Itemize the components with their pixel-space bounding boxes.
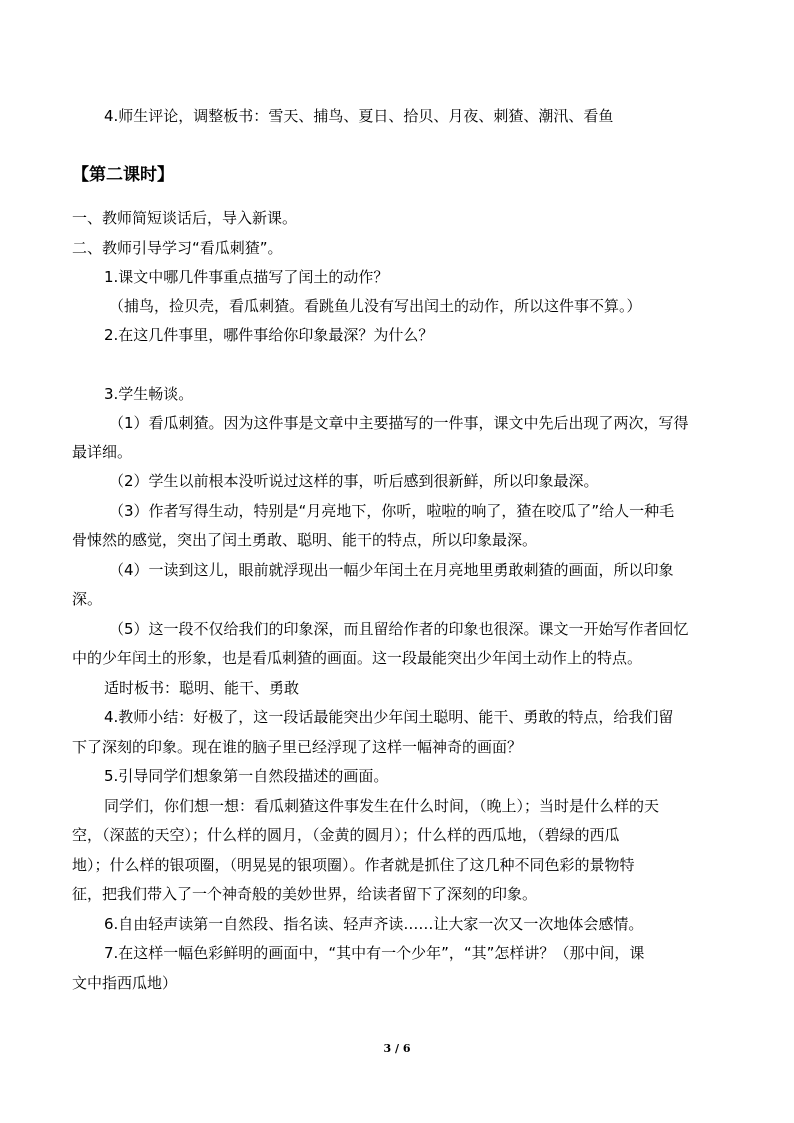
text-line: 1.课文中哪几件事重点描写了闰土的动作？: [104, 268, 389, 286]
text-line: 5.引导同学们想象第一自然段描述的画面。: [104, 767, 389, 785]
text-line: 空，（深蓝的天空）；什么样的圆月，（金黄的圆月）；什么样的西瓜地，（碧绿的西瓜: [72, 826, 620, 844]
text-line: 3.学生畅谈。: [104, 385, 194, 403]
page-number: 3 / 6: [383, 1042, 411, 1055]
text-line: 文中指西瓜地）: [72, 974, 178, 992]
text-line: 中的少年闰土的形象，也是看瓜刺猹的画面。这一段最能突出少年闰土动作上的特点。: [72, 649, 643, 667]
text-line: 深。: [72, 590, 103, 608]
text-line: （4）一读到这儿，眼前就浮现出一幅少年闰土在月亮地里勇敢刺猹的画面，所以印象: [109, 561, 674, 579]
text-line: 征，把我们带入了一个神奇般的美妙世界，给读者留下了深刻的印象。: [72, 885, 538, 903]
text-line: 最详细。: [72, 443, 133, 461]
text-line: 6.自由轻声读第一自然段、指名读、轻声齐读……让大家一次又一次地体会感情。: [104, 915, 644, 933]
section-heading: 【第二课时】: [72, 165, 174, 185]
text-line: （5）这一段不仅给我们的印象深，而且留给作者的印象也很深。课文一开始写作者回忆: [109, 620, 689, 638]
text-line: 二、教师引导学习“看瓜刺猹”。: [72, 239, 283, 257]
text-line: 4.教师小结：好极了，这一段话最能突出少年闰土聪明、能干、勇敢的特点，给我们留: [104, 708, 674, 726]
text-line: 7.在这样一幅色彩鲜明的画面中，“其中有一个少年”，“其”怎样讲？（那中间，课: [104, 944, 645, 962]
text-line: （3）作者写得生动，特别是“月亮地下，你听，啦啦的响了，猹在咬瓜了”给人一种毛: [109, 502, 675, 520]
text-line: 适时板书：聪明、能干、勇敢: [104, 679, 300, 697]
text-line: 2.在这几件事里，哪件事给你印象最深？为什么？: [104, 326, 434, 344]
text-line: 4.师生评论，调整板书：雪天、捕鸟、夏日、拾贝、月夜、刺猹、潮汛、看鱼: [104, 107, 614, 125]
text-line: （2）学生以前根本没听说过这样的事，听后感到很新鲜，所以印象最深。: [109, 472, 599, 490]
text-line: 一、教师简短谈话后，导入新课。: [72, 209, 298, 227]
text-line: 下了深刻的印象。现在谁的脑子里已经浮现了这样一幅神奇的画面？: [72, 738, 523, 756]
text-line: 地）；什么样的银项圈，（明晃晃的银项圈）。作者就是抓住了这几种不同色彩的景物特: [72, 856, 635, 874]
text-line: 同学们，你们想一想：看瓜刺猹这件事发生在什么时间，（晚上）；当时是什么样的天: [104, 797, 660, 815]
text-line: 骨悚然的感觉，突出了闰土勇敢、聪明、能干的特点，所以印象最深。: [72, 531, 538, 549]
text-line: （1）看瓜刺猹。因为这件事是文章中主要描写的一件事，课文中先后出现了两次，写得: [109, 414, 689, 432]
text-line: （捕鸟，捡贝壳，看瓜刺猹。看跳鱼儿没有写出闰土的动作，所以这件事不算。）: [109, 297, 642, 315]
